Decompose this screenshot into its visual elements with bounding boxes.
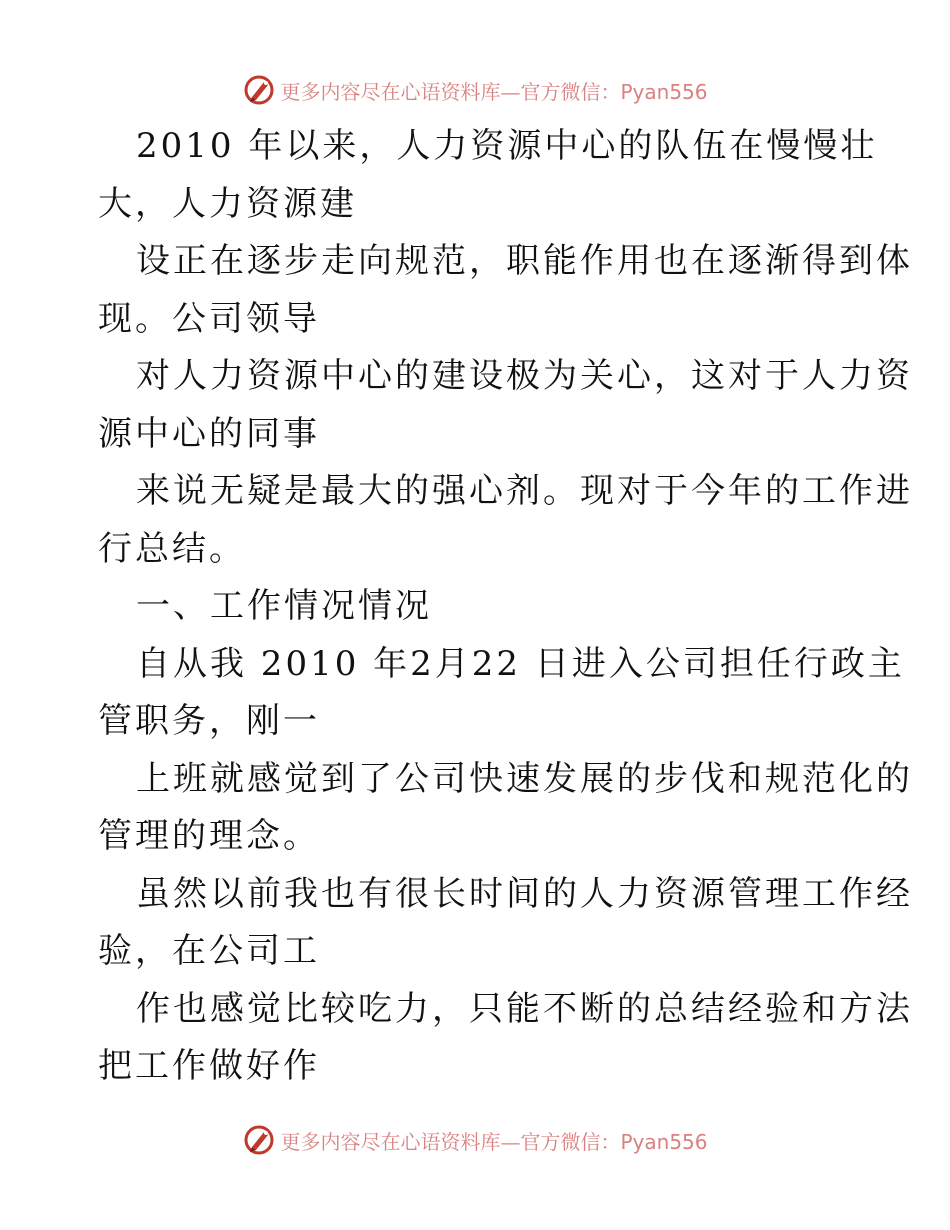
paragraph-line: 大，人力资源建: [98, 183, 357, 224]
pen-logo-icon: [242, 73, 276, 107]
paragraph-line: 行总结。: [98, 528, 246, 569]
document-body: [98, 118, 913, 1096]
paragraph-line: 源中心的同事: [98, 413, 320, 454]
paragraph-line: 把工作做好作: [98, 1046, 320, 1086]
paragraph-line: 管职务，刚一: [98, 701, 320, 741]
paragraph-line: 上班就感觉到了公司快速发展的步伐和规范化的: [136, 758, 913, 799]
paragraph-line: 现。公司领导: [98, 298, 320, 339]
paragraph: [98, 751, 913, 866]
paragraph-line: 管理的理念。: [98, 816, 320, 856]
paragraph-line: 2010 年以来，人力资源中心的队伍在慢慢壮: [136, 126, 878, 166]
section-heading: 一、工作情况情况: [136, 586, 432, 626]
paragraph-line: 自从我 2010 年2月22 日进入公司担任行政主: [136, 643, 905, 684]
paragraph: [98, 866, 913, 981]
header-banner-text: 更多内容尽在心语资料库—官方微信：Pyan556: [280, 79, 708, 104]
header-banner: [0, 70, 950, 110]
paragraph: [98, 636, 905, 751]
paragraph-line: 作也感觉比较吃力，只能不断的总结经验和方法: [136, 988, 913, 1029]
footer-banner-text: 更多内容尽在心语资料库—官方微信：Pyan556: [280, 1129, 708, 1154]
paragraph: [98, 233, 913, 348]
paragraph-line: 虽然以前我也有很长时间的人力资源管理工作经: [136, 873, 913, 914]
paragraph: [98, 981, 913, 1096]
paragraph: [98, 348, 913, 463]
paragraph: [98, 118, 878, 233]
footer-banner: [0, 1120, 950, 1160]
paragraph-line: 来说无疑是最大的强心剂。现对于今年的工作进: [136, 471, 913, 511]
paragraph: [98, 463, 913, 578]
pen-logo-icon: [242, 1123, 276, 1157]
paragraph-line: 对人力资源中心的建设极为关心，这对于人力资: [136, 356, 913, 396]
paragraph-line: 验，在公司工: [98, 931, 320, 971]
paragraph-line: 设正在逐步走向规范，职能作用也在逐渐得到体: [136, 241, 913, 281]
